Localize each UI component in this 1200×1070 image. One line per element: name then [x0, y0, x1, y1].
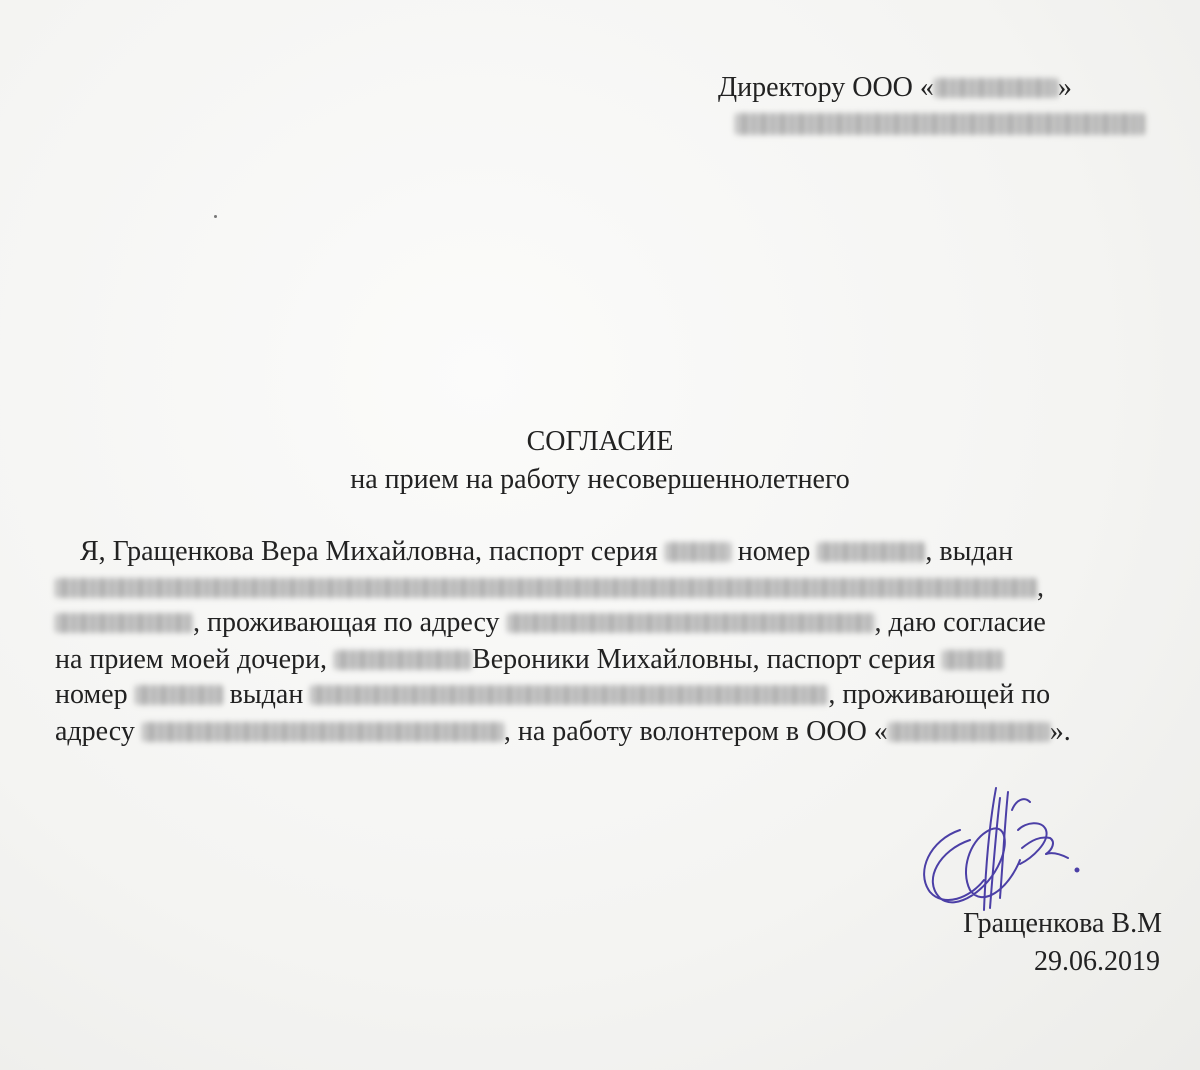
redacted-passport-series: [942, 650, 1004, 670]
body-text: адресу: [55, 716, 135, 747]
document-subtitle: на прием на работу несовершеннолетнего: [350, 464, 850, 495]
redacted-issuing-authority: [55, 578, 1037, 598]
redacted-address: [142, 722, 504, 742]
body-text: номер: [737, 536, 811, 567]
body-text: ,: [1037, 572, 1044, 603]
body-text: , проживающей по: [828, 679, 1051, 710]
body-text: ».: [1049, 716, 1071, 747]
body-text: , на работу волонтером в ООО «: [503, 716, 888, 747]
redacted-passport-number: [817, 542, 925, 562]
signature-date: 29.06.2019: [1034, 946, 1160, 977]
redacted-issue-date: [55, 613, 193, 633]
redacted-company-name: [888, 722, 1050, 742]
addressee-suffix: »: [1057, 72, 1072, 103]
redacted-passport-series: [665, 542, 731, 562]
addressee-line: [718, 74, 1072, 102]
body-text: , проживающая по адресу: [193, 607, 500, 638]
signatory-name: Гращенкова В.М: [963, 908, 1162, 939]
redacted-address: [507, 613, 875, 633]
body-text: , выдан: [925, 536, 1014, 567]
addressee-name-line: [735, 111, 1145, 139]
redacted-passport-number: [135, 685, 223, 705]
body-line-5: [55, 681, 1050, 709]
body-text: Вероники Михайловны, паспорт серия: [472, 644, 936, 675]
handwritten-signature: [900, 780, 1100, 920]
body-text: номер: [55, 679, 128, 710]
paper-speck: [214, 215, 217, 218]
body-line-4: [55, 646, 1004, 674]
redacted-company-name: [934, 78, 1058, 98]
body-line-3: [55, 609, 1046, 637]
redacted-issuing-authority: [310, 685, 828, 705]
document-title: СОГЛАСИЕ: [526, 426, 674, 457]
body-text: Я, Гращенкова Вера Михайловна, паспорт серия: [80, 536, 658, 567]
body-text: на прием моей дочери,: [55, 644, 328, 675]
body-text: выдан: [229, 679, 304, 710]
body-line-6: [55, 718, 1071, 746]
redacted-surname: [334, 650, 472, 670]
body-line-2: [55, 574, 1044, 602]
addressee-prefix: Директору ООО «: [718, 72, 934, 103]
body-text: , даю согласие: [874, 607, 1046, 638]
redacted-director-name: [735, 113, 1145, 135]
body-line-1: [80, 538, 1013, 566]
